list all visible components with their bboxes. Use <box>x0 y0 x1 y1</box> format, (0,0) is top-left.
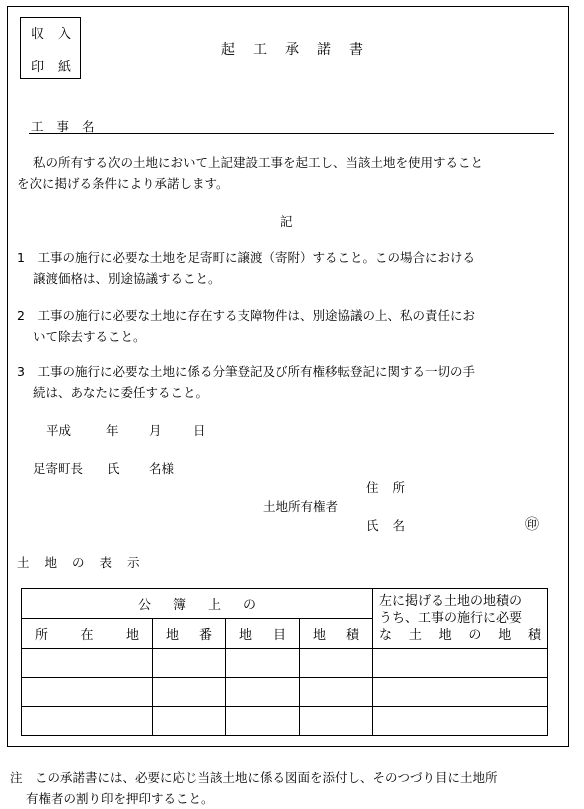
condition-text: 譲渡価格は、別途協議すること。 <box>33 271 221 286</box>
table-cell[interactable] <box>373 678 548 707</box>
condition-number: 3 <box>17 364 25 379</box>
owner-role-label: 土地所有権者 <box>263 499 339 514</box>
project-name-label: 工事名 <box>31 119 108 134</box>
footnote-line: 注 この承諾書には、必要に応じ当該土地に係る図面を添付し、そのつづり目に土地所 <box>10 770 498 785</box>
table-cell[interactable] <box>22 649 153 678</box>
date-day: 日 <box>193 423 206 438</box>
footnote-line: 有権者の割り印を押印すること。 <box>26 791 214 806</box>
table-cell[interactable] <box>300 649 373 678</box>
condition-2 <box>17 305 557 347</box>
stamp-char: 収 <box>31 27 45 42</box>
date-era: 平成 <box>46 423 72 438</box>
table-cell[interactable] <box>373 649 548 678</box>
condition-text: 続は、あなたに委任すること。 <box>33 385 209 400</box>
condition-number: 1 <box>17 250 25 265</box>
condition-1 <box>17 247 557 289</box>
table-cell[interactable] <box>300 707 373 736</box>
date-year: 年 <box>106 423 119 438</box>
column-header-lot-number: 地番 <box>153 619 226 649</box>
condition-text: いて除去すること。 <box>33 329 146 344</box>
table-cell[interactable] <box>22 707 153 736</box>
table-cell[interactable] <box>226 678 300 707</box>
required-area-header <box>373 589 548 649</box>
condition-3 <box>17 361 557 403</box>
table-cell[interactable] <box>226 707 300 736</box>
column-header-land-category: 地目 <box>226 619 300 649</box>
condition-number: 2 <box>17 308 25 323</box>
intro-line: 私の所有する次の土地において上記建設工事を起工し、当該土地を使用すること <box>33 155 484 170</box>
table-cell[interactable] <box>153 678 226 707</box>
owner-name-label: 氏名 <box>366 518 420 533</box>
condition-text: 工事の施行に必要な土地に係る分筆登記及び所有権移転登記に関する一切の手 <box>37 364 475 379</box>
condition-text: 工事の施行に必要な土地に存在する支障物件は、別途協議の上、私の責任にお <box>37 308 475 323</box>
intro-line: を次に掲げる条件により承諾します。 <box>17 176 229 191</box>
registry-header: 公簿上の <box>22 589 373 619</box>
addressee-sama: 名様 <box>149 461 175 476</box>
document-title: 起工承諾書 <box>221 42 381 58</box>
table-cell[interactable] <box>22 678 153 707</box>
column-header-area: 地積 <box>300 619 373 649</box>
stamp-char: 印 <box>31 60 45 75</box>
stamp-char: 入 <box>58 27 72 42</box>
ki-heading: 記 <box>280 214 293 229</box>
note-header-line: 左に掲げる土地の地積の <box>379 594 523 609</box>
land-table <box>21 588 548 736</box>
note-header-line: うち、工事の施行に必要 <box>379 611 523 626</box>
intro-paragraph <box>17 152 557 194</box>
addressee-shi: 氏 <box>107 461 120 476</box>
footnote <box>10 767 580 809</box>
table-cell[interactable] <box>153 707 226 736</box>
date-month: 月 <box>149 423 162 438</box>
condition-text: 工事の施行に必要な土地を足寄町に譲渡（寄附）すること。この場合における <box>37 250 475 265</box>
table-cell[interactable] <box>300 678 373 707</box>
owner-address-label: 住所 <box>366 480 420 495</box>
table-row <box>22 649 548 678</box>
table-row <box>22 707 548 736</box>
project-name-underline <box>29 133 554 134</box>
table-row <box>22 678 548 707</box>
addressee-town: 足寄町長 <box>33 461 84 476</box>
column-header-location: 所在地 <box>22 619 153 649</box>
land-section-title: 土地の表示 <box>17 555 155 570</box>
note-header-line: な土地の地積 <box>379 628 542 643</box>
table-cell[interactable] <box>226 649 300 678</box>
seal-mark: ㊞ <box>525 517 539 533</box>
table-cell[interactable] <box>373 707 548 736</box>
stamp-char: 紙 <box>58 60 72 75</box>
table-cell[interactable] <box>153 649 226 678</box>
